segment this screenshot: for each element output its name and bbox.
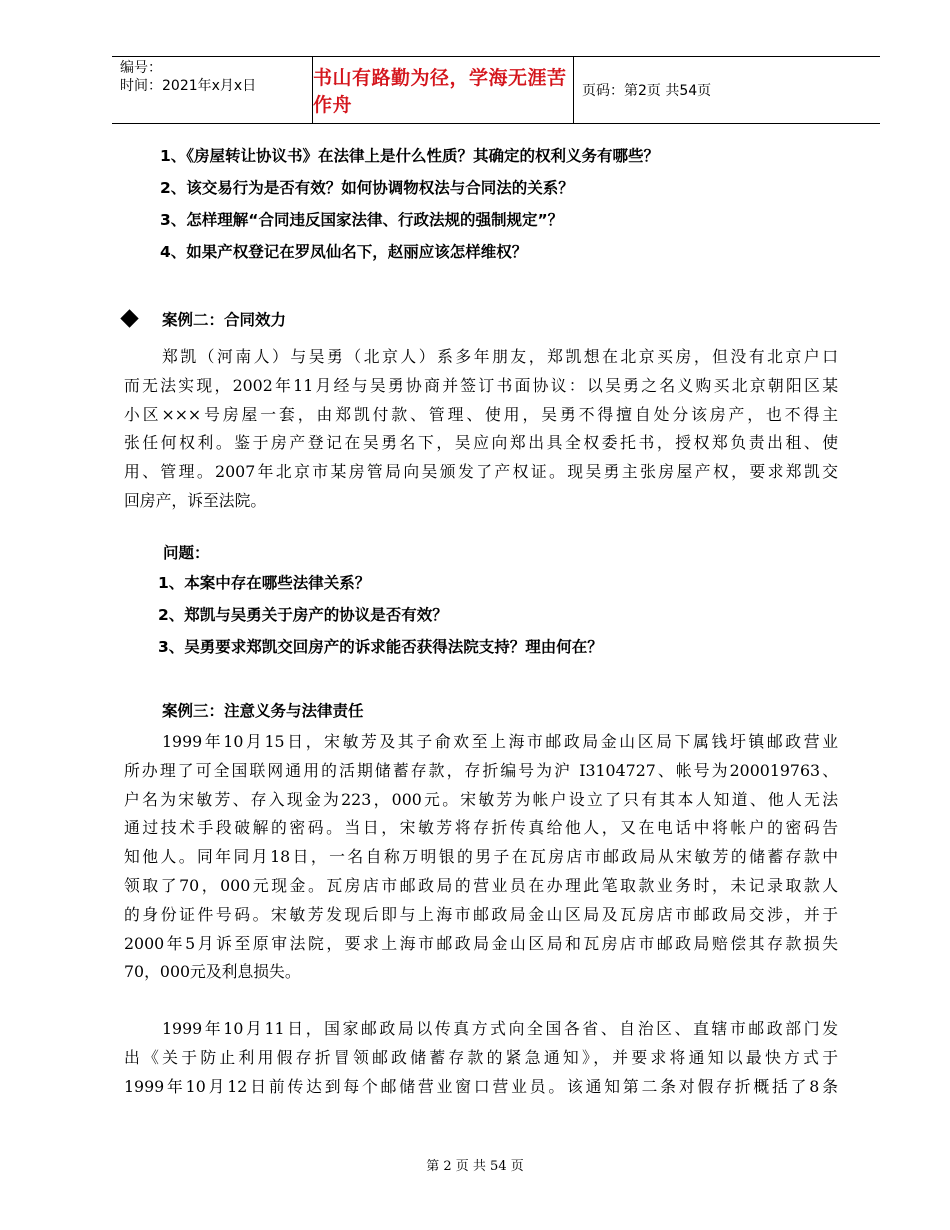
page-footer: 第 2 页 共 54 页 [426, 1159, 524, 1174]
case2-question: 2、郑凯与吴勇关于房产的协议是否有效？ [158, 606, 448, 624]
paragraph-line: 户名为宋敏芳、存入现金为223，000元。宋敏芳为帐户设立了只有其本人知道、他人无法 [124, 789, 838, 809]
case3-paragraph-2 [124, 1015, 838, 1101]
paragraph-line: 知他人。同年同月18日，一名自称万明银的男子在瓦房店市邮政局从宋敏芳的储蓄存款中 [124, 847, 838, 867]
paragraph-line: 郑凯（河南人）与吴勇（北京人）系多年朋友，郑凯想在北京买房，但没有北京户口 [162, 347, 838, 366]
paragraph-line: 的身份证件号码。宋敏芳发现后即与上海市邮政局金山区局及瓦房店市邮政局交涉，并于 [124, 904, 838, 924]
paragraph-line: 1999年10月15日，宋敏芳及其子俞欢至上海市邮政局金山区局下属钱圩镇邮政营业 [162, 732, 838, 751]
paragraph-line: 所办理了可全国联网通用的活期储蓄存款，存折编号为沪 I3104727、帐号为200019763、 [124, 760, 838, 780]
case2-title: 案例二：合同效力 [162, 311, 287, 329]
case3-paragraph-1 [124, 728, 838, 987]
case1-question: 2、该交易行为是否有效？如何协调物权法与合同法的关系？ [160, 179, 574, 197]
header-motto: 书山有路勤为径，学海无涯苦作舟 [313, 67, 567, 116]
paragraph-line: 2000年5月诉至原审法院，要求上海市邮政局金山区局和瓦房店市邮政局赔偿其存款损失 [124, 933, 838, 953]
paragraph-line: 张任何权利。鉴于房产登记在吴勇名下，吴应向郑出具全权委托书，授权郑负责出租、使 [124, 433, 838, 453]
paragraph-line: 70，000元及利息损失。 [124, 962, 301, 982]
paragraph-line: 通过技术手段破解的密码。当日，宋敏芳将存折传真给他人，又在电话中将帐户的密码告 [124, 818, 838, 838]
paragraph-line: 1999年10月12日前传达到每个邮储营业窗口营业员。该通知第二条对假存折概括了8条 [124, 1076, 838, 1096]
case2-question: 3、吴勇要求郑凯交回房产的诉求能否获得法院支持？理由何在？ [158, 638, 603, 656]
header-motto-cell [312, 57, 574, 123]
paragraph-line: 用、管理。2007年北京市某房管局向吴颁发了产权证。现吴勇主张房屋产权，要求郑凯交 [124, 462, 838, 482]
paragraph-line: 出《关于防止利用假存折冒领邮政储蓄存款的紧急通知》，并要求将通知以最快方式于 [124, 1047, 838, 1067]
case1-question: 3、怎样理解“合同违反国家法律、行政法规的强制规定”？ [160, 211, 564, 229]
serial-label: 编号： [120, 60, 162, 76]
header-meta [112, 57, 312, 123]
case1-question: 4、如果产权登记在罗凤仙名下，赵丽应该怎样维权？ [160, 243, 528, 261]
diamond-bullet-icon [120, 309, 138, 327]
paragraph-line: 领取了70，000元现金。瓦房店市邮政局的营业员在办理此笔取款业务时，未记录取款人 [124, 875, 838, 895]
case3-title: 案例三：注意义务与法律责任 [162, 702, 364, 720]
page-header [112, 56, 880, 124]
paragraph-line: 小区×××号房屋一套，由郑凯付款、管理、使用，吴勇不得擅自处分该房产，也不得主 [124, 404, 838, 424]
paragraph-line: 1999年10月11日，国家邮政局以传真方式向全国各省、自治区、直辖市邮政部门发 [162, 1019, 838, 1038]
header-page-cell [572, 57, 880, 123]
header-page-label: 页码：第2页 共54页 [582, 83, 712, 99]
case2-questions-label: 问题： [163, 544, 210, 562]
case2-paragraph [124, 343, 838, 516]
paragraph-line: 回房产，诉至法院。 [124, 490, 267, 510]
paragraph-line: 而无法实现，2002年11月经与吴勇协商并签订书面协议：以吴勇之名义购买北京朝阳区某 [124, 375, 838, 395]
case2-question: 1、本案中存在哪些法律关系？ [158, 574, 371, 592]
time-label: 时间：2021年x月x日 [120, 78, 257, 94]
case1-question: 1、《房屋转让协议书》在法律上是什么性质？其确定的权利义务有哪些？ [160, 147, 660, 165]
